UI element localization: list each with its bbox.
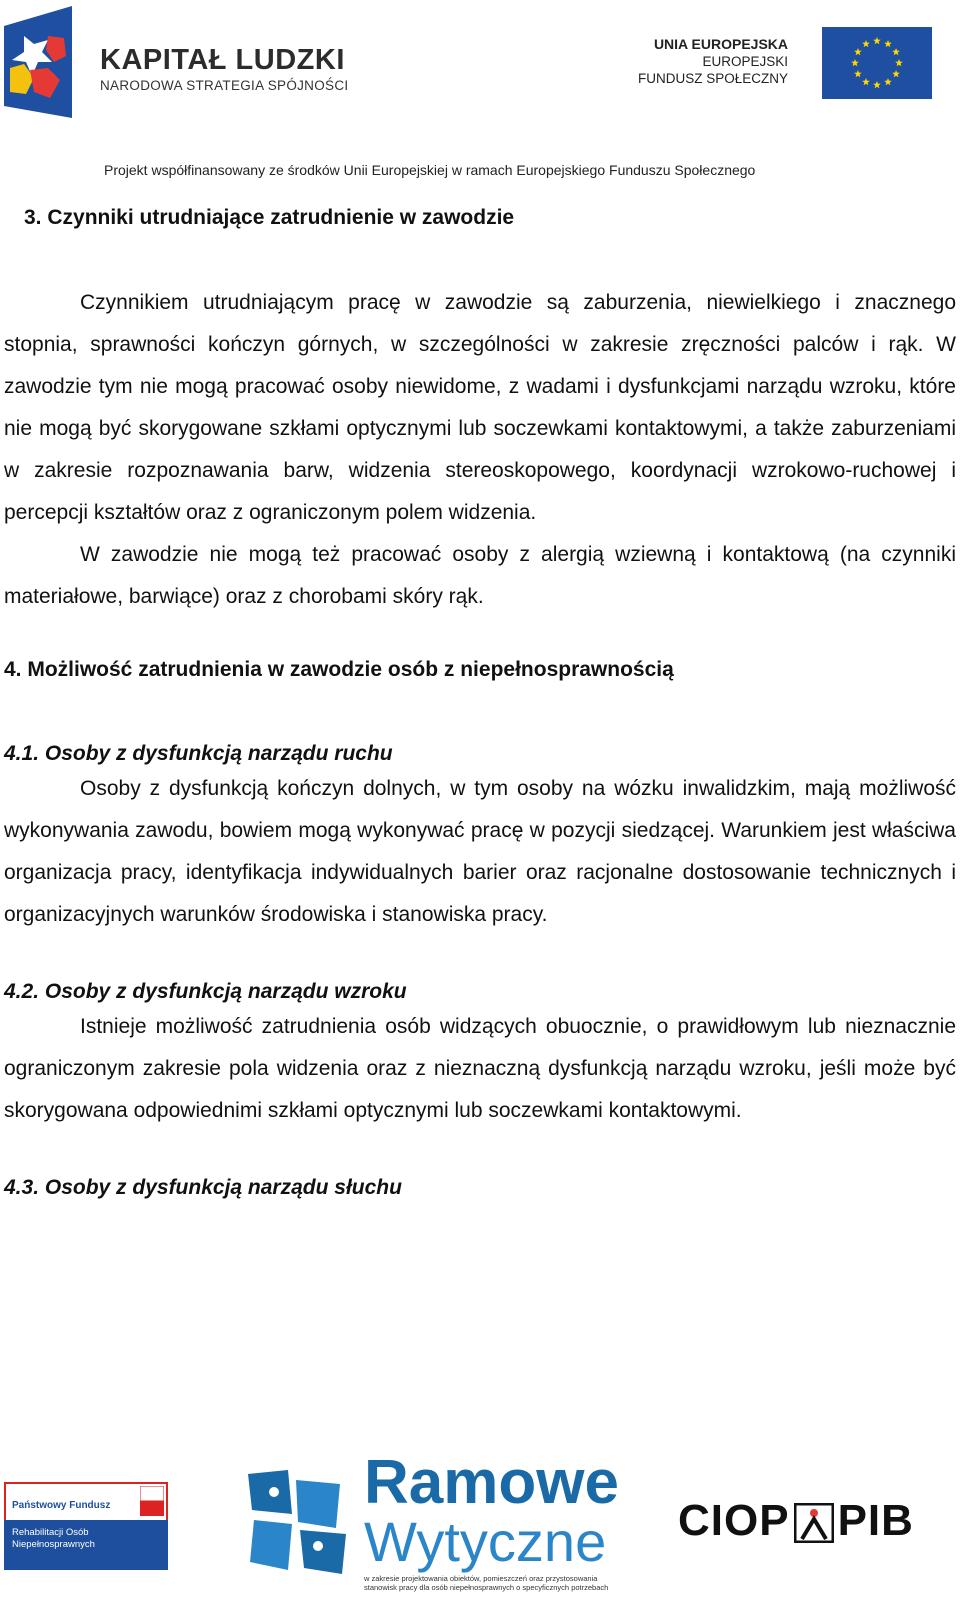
ramowe-title: Ramowe (364, 1448, 619, 1517)
eu-flag-icon (822, 27, 932, 99)
ciop-pib-logo (678, 1496, 914, 1546)
section-4-2-paragraph: Istnieje możliwość zatrudnienia osób widzących obuocznie, o prawidłowym lub nieznacznie ograniczonym zakresie pola widzenia oraz z nieznaczną dysfunkcją narządu wzroku, jeśli może być skorygowana odpowiednimi szkłami optycznymi lub soczewkami kontaktowymi. (4, 1015, 956, 1122)
section-3-paragraph-1: Czynnikiem utrudniającym pracę w zawodzie są zaburzenia, niewielkiego i znacznego stopnia, sprawności kończyn górnych, w szczególności w zakresie zręczności palców i rąk. W zawodzie tym nie mogą pracować osoby niewidome, z wadami i dysfunkcjami narządu wzroku, które nie mogą być skorygowane szkłami optycznymi lub soczewkami kontaktowymi, a także zaburzeniami w zakresie rozpoznawania barw, widzenia stereoskopowego, koordynacji wzrokowo-ruchowej i percepcji kształtów oraz z ograniczonym polem widzenia. (4, 291, 956, 524)
ramowe-wytyczne-subtitle: w zakresie projektowania obiektów, pomieszczeń oraz przystosowania stanowisk pracy dla osób niepełnosprawnych o specyficznych potrzebach (364, 1574, 609, 1592)
section-4-1-heading: 4.1. Osoby z dysfunkcją narządu ruchu (4, 742, 393, 765)
eu-line-1: UNIA EUROPEJSKA (653, 36, 788, 52)
ramowe-wytyczne-logo-icon (248, 1470, 350, 1574)
section-3-paragraph-2: W zawodzie nie mogą też pracować osoby z alergią wziewną i kontaktową (na czynniki materiałowe, barwiące) oraz z chorobami skóry rąk. (4, 543, 956, 608)
section-4-1-paragraph: Osoby z dysfunkcją kończyn dolnych, w tym osoby na wózku inwalidzkim, mają możliwość wykonywania zawodu, bowiem mogą wykonywać pracę w pozycji siedzącej. Warunkiem jest właściwa organizacja pracy, identyfikacja indywidualnych barier oraz racjonalne dostosowanie technicznych i organizacyjnych warunków środowiska i stanowiska pracy. (4, 777, 956, 926)
eu-line-2: EUROPEJSKI (702, 54, 788, 69)
pfron-lines-2-3 (12, 1527, 95, 1551)
wytyczne-title: Wytyczne (364, 1510, 607, 1573)
kapital-ludzki-logo-icon (4, 6, 94, 118)
section-4-3-heading: 4.3. Osoby z dysfunkcją narządu słuchu (4, 1176, 402, 1199)
pfron-line-1: Państwowy Fundusz (12, 1500, 111, 1511)
eu-line-3: FUNDUSZ SPOŁECZNY (637, 71, 788, 86)
page-footer (0, 1448, 960, 1621)
pfron-line-3: Niepełnosprawnych (12, 1539, 95, 1550)
ciop-figure-icon (794, 1503, 834, 1543)
ciop-text: CIOP (678, 1496, 790, 1545)
pib-text: PIB (837, 1496, 914, 1545)
section-4-heading: 4. Możliwość zatrudnienia w zawodzie osób z niepełnosprawnością (4, 658, 674, 681)
kapital-ludzki-title: KAPITAŁ LUDZKI (100, 44, 345, 76)
document-body (4, 196, 956, 1202)
pfron-logo (4, 1482, 168, 1570)
eu-text-block (638, 36, 788, 87)
page-header (0, 0, 960, 190)
kapital-ludzki-subtitle: NARODOWA STRATEGIA SPÓJNOŚCI (100, 78, 349, 93)
pfron-line-2: Rehabilitacji Osób (12, 1527, 89, 1538)
cofinance-note: Projekt współfinansowany ze środków Unii Europejskiej w ramach Europejskiego Funduszu Społecznego (104, 162, 756, 178)
section-3-heading: 3. Czynniki utrudniające zatrudnienie w zawodzie (24, 206, 515, 229)
section-4-2-heading: 4.2. Osoby z dysfunkcją narządu wzroku (4, 980, 407, 1003)
pfron-flag-icon (140, 1486, 164, 1516)
